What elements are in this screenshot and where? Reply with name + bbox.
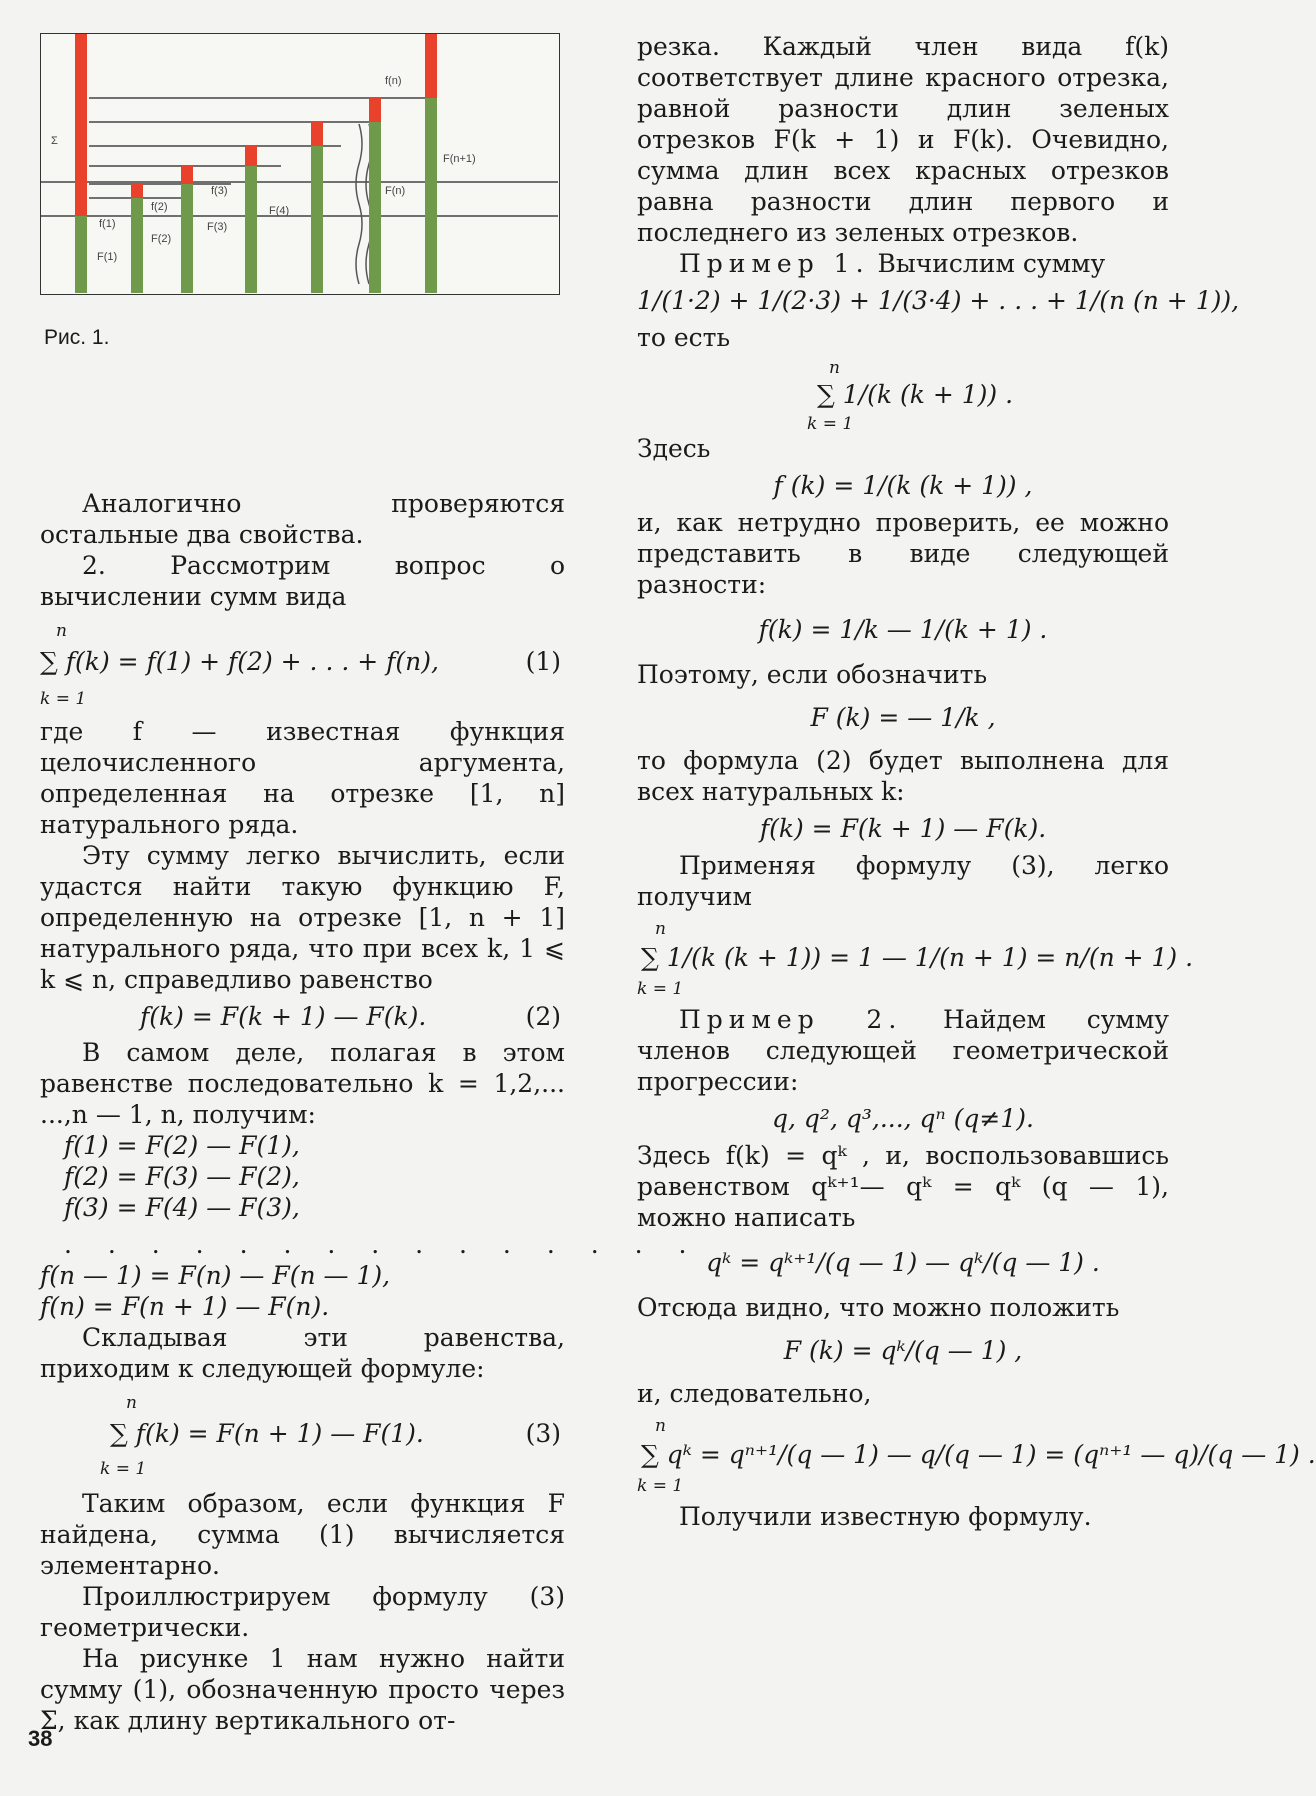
- eq-line-5: f(n) = F(n + 1) — F(n).: [40, 1292, 330, 1321]
- fk-difference: f(k) = 1/k — 1/(k + 1) .: [758, 615, 1048, 644]
- to-est: то есть: [637, 323, 731, 352]
- final-formula: ∑ qᵏ = qⁿ⁺¹/(q — 1) — q/(q — 1) = (qⁿ⁺¹ — q)/(q — 1) .: [641, 1440, 1316, 1469]
- ellipsis-dots: . . . . . . . . . . . . . . .: [64, 1230, 701, 1259]
- example-2-text: Найдем сумму членов следующей геометрической прогрессии:: [637, 1005, 1170, 1096]
- zdes: Здесь: [637, 434, 711, 463]
- final-bottom: k = 1: [637, 1476, 684, 1496]
- eq3-number: (3): [525, 1419, 561, 1448]
- sum-k-block: [637, 353, 1169, 433]
- left-p9: На рисунке 1 нам нужно найти сумму (1), обозначенную просто через Σ, как длину вертикального от-: [40, 1644, 565, 1735]
- right-p4: то формула (2) будет выполнена для всех натуральных k:: [637, 746, 1169, 806]
- eq2: f(k) = F(k + 1) — F(k).: [140, 1002, 427, 1031]
- figure-1: [40, 33, 560, 295]
- eq3-block: [40, 1384, 565, 1488]
- label-sigma: Σ: [51, 135, 58, 147]
- red-bar-f-n1: [369, 98, 381, 122]
- ex1-result-top: n: [655, 919, 666, 939]
- eq3-bottom: k = 1: [100, 1459, 147, 1479]
- eq1-block: [40, 616, 565, 716]
- eq3-top: n: [126, 1393, 137, 1413]
- green-bar-Fn: [369, 122, 381, 293]
- label-F3: F(3): [207, 221, 228, 233]
- eq2-block: [40, 995, 565, 1037]
- right-column: [637, 31, 1316, 1532]
- example-1-text: Вычислим сумму: [877, 249, 1106, 278]
- eq-line-3: f(3) = F(4) — F(3),: [64, 1193, 300, 1222]
- eq-line-2: f(2) = F(3) — F(2),: [64, 1162, 300, 1191]
- eq2-repeat: f(k) = F(k + 1) — F(k).: [759, 814, 1047, 843]
- eq-line-4: f(n — 1) = F(n) — F(n — 1),: [40, 1261, 391, 1290]
- eq1-number: (1): [525, 647, 561, 676]
- example-2: [637, 1004, 1169, 1097]
- label-F2: F(2): [151, 233, 172, 245]
- red-bar-f3: [245, 146, 257, 166]
- left-p7: Таким образом, если функция F найдена, сумма (1) вычисляется элементарно.: [40, 1489, 565, 1580]
- green-bar-F1: [75, 216, 87, 293]
- eq1: ∑ f(k) = f(1) + f(2) + . . . + f(n),: [40, 647, 439, 676]
- right-p9: Получили известную формулу.: [679, 1502, 1092, 1531]
- equations-list: [40, 1130, 565, 1223]
- left-p8: Проиллюстрируем формулу (3) геометрически.: [40, 1582, 565, 1642]
- green-bar-F2: [131, 198, 143, 293]
- sum-k: ∑ 1/(k (k + 1)) .: [817, 380, 1014, 409]
- right-p6: Здесь f(k) = qᵏ , и, воспользовавшись равенством qᵏ⁺¹— qᵏ = qᵏ (q — 1), можно написать: [637, 1141, 1169, 1232]
- eq1-top: n: [56, 621, 67, 641]
- qk-equation: qᵏ = qᵏ⁺¹/(q — 1) — qᵏ/(q — 1) .: [706, 1248, 1100, 1277]
- ex1-result: ∑ 1/(k (k + 1)) = 1 — 1/(n + 1) = n/(n + 1) .: [641, 943, 1194, 972]
- label-f3: f(3): [211, 185, 228, 197]
- equations-list-2: [40, 1260, 565, 1322]
- Fk-definition: F (k) = — 1/k ,: [810, 703, 996, 732]
- example-2-heading: Пример 2.: [679, 1005, 903, 1034]
- ex1-result-bottom: k = 1: [637, 979, 684, 999]
- green-bar-F3: [181, 184, 193, 293]
- example-1: [637, 248, 1169, 279]
- left-p6: Складывая эти равенства, приходим к следующей формуле:: [40, 1323, 565, 1383]
- eq3: ∑ f(k) = F(n + 1) — F(1).: [110, 1419, 424, 1448]
- label-f2: f(2): [151, 201, 168, 213]
- figure-diagram: [41, 34, 558, 293]
- final-top: n: [655, 1416, 666, 1436]
- final-block: [637, 1409, 1316, 1501]
- label-F1: F(1): [97, 251, 118, 263]
- right-p7: Отсюда видно, что можно положить: [637, 1293, 1120, 1322]
- green-bar-F4: [245, 166, 257, 293]
- figure-caption: Рис. 1.: [44, 326, 110, 349]
- right-p3: Поэтому, если обозначить: [637, 660, 988, 689]
- label-Fn1: F(n+1): [443, 153, 476, 165]
- right-p8: и, следовательно,: [637, 1379, 872, 1408]
- wavy-break-1: [356, 124, 362, 284]
- eq1-bottom: k = 1: [40, 689, 87, 709]
- ex1-result-block: [637, 912, 1194, 1004]
- left-p3: где f — известная функция целочисленного аргумента, определенная на отрезке [1, n] натурального ряда.: [40, 717, 565, 839]
- green-bar-Fn-minus: [311, 146, 323, 293]
- left-p1: Аналогично проверяются остальные два свойства.: [40, 489, 565, 549]
- sigma-red-bar: [75, 34, 87, 216]
- right-p1: резка. Каждый член вида f(k) соответствует длине красного отрезка, равной разности длин зеленых отрезков F(k + 1) и F(k). Очевидно, сумма длин всех красных отрезков равна разности длин первого и последнего из зеленых отрезков.: [637, 32, 1169, 247]
- sum-k-bottom: k = 1: [807, 414, 854, 434]
- left-p4: Эту сумму легко вычислить, если удастся найти такую функцию F, определенную на отрезке [1, n + 1] натурального ряда, что при всех k, 1 ⩽ k ⩽ n, справедливо равенство: [40, 841, 565, 994]
- Fq-definition: F (k) = qᵏ/(q — 1) ,: [783, 1336, 1023, 1365]
- red-bar-fn: [425, 34, 437, 98]
- eq-line-1: f(1) = F(2) — F(1),: [64, 1131, 300, 1160]
- red-bar-f-mid: [311, 122, 323, 146]
- example-1-heading: Пример 1.: [679, 249, 870, 278]
- label-F4: F(4): [269, 205, 290, 217]
- example-1-series: 1/(1·2) + 1/(2·3) + 1/(3·4) + . . . + 1/(n (n + 1)),: [637, 286, 1240, 315]
- right-p2: и, как нетрудно проверить, ее можно представить в виде следующей разности:: [637, 508, 1169, 599]
- eq2-number: (2): [525, 1002, 561, 1031]
- fk-definition: f (k) = 1/(k (k + 1)) ,: [773, 471, 1033, 500]
- label-Fn: F(n): [385, 185, 406, 197]
- red-bar-f2: [181, 166, 193, 184]
- red-bar-f1: [131, 184, 143, 198]
- left-p2: 2. Рассмотрим вопрос о вычислении сумм вида: [40, 551, 565, 611]
- progression: q, q², q³,..., qⁿ (q≠1).: [772, 1104, 1034, 1133]
- label-fn: f(n): [385, 75, 402, 87]
- right-p5: Применяя формулу (3), легко получим: [637, 851, 1169, 911]
- label-f1: f(1): [99, 218, 116, 230]
- left-p5: В самом деле, полагая в этом равенстве последовательно k = 1,2,... ...,n — 1, n, получим:: [40, 1038, 565, 1129]
- page-number: 38: [28, 1726, 53, 1751]
- figure-frame-lines: [41, 98, 558, 216]
- sum-k-top: n: [829, 358, 840, 378]
- left-column: [40, 488, 701, 1736]
